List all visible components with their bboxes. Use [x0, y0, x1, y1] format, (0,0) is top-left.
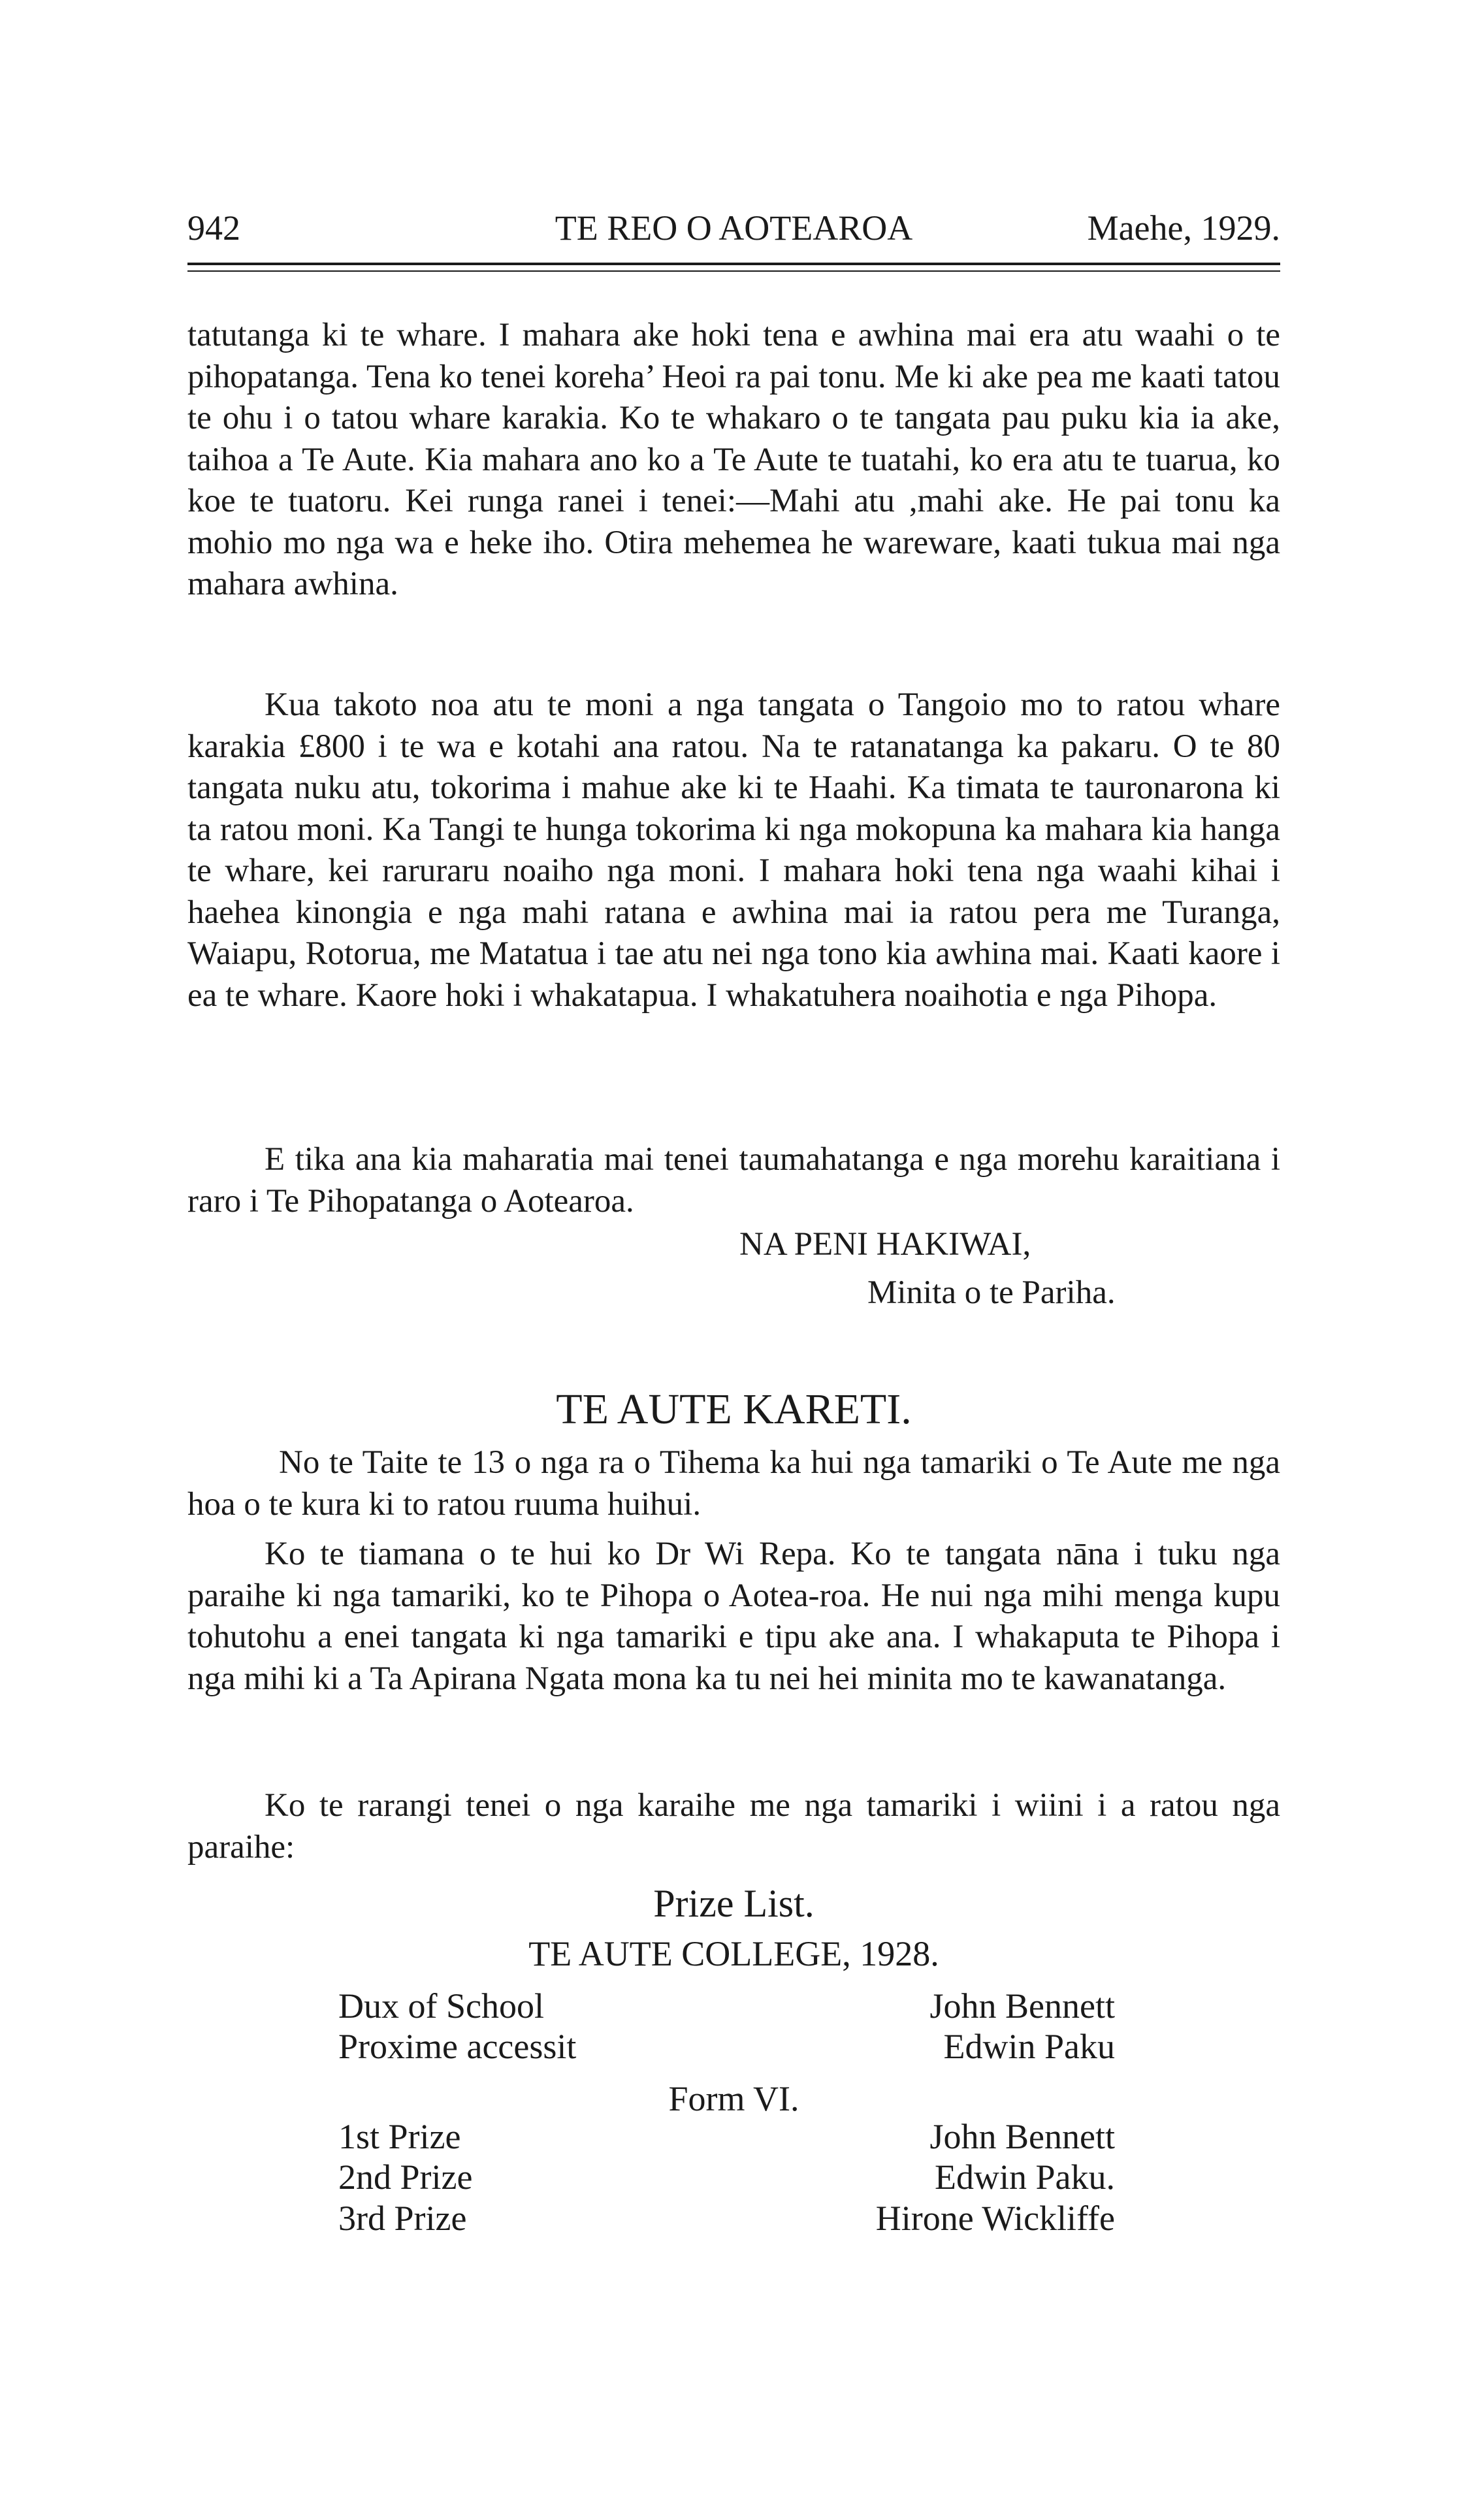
prize-winner: John Bennett — [929, 2117, 1115, 2156]
signature-name: NA PENI HAKIWAI, — [739, 1226, 1031, 1263]
journal-title: TE REO O AOTEAROA — [555, 208, 913, 248]
prize-winner: Edwin Paku — [943, 2027, 1115, 2066]
prize-winner: John Bennett — [929, 1986, 1115, 2026]
form-heading: Form VI. — [668, 2079, 799, 2118]
paragraph-4: No te Taite te 13 o nga ra o Tihema ka hui nga tamariki o Te Aute me nga hoa o te kura ki to ratou ruuma huihui. — [187, 1444, 1280, 1523]
header-rule-thin — [187, 270, 1280, 272]
paragraph-6: Ko te rarangi tenei o nga karaihe me nga tamariki i wiini i a ratou nga paraihe: — [187, 1787, 1280, 1866]
header-rule-thick — [187, 263, 1280, 265]
prize-label: 1st Prize — [338, 2117, 461, 2156]
college-heading: TE AUTE COLLEGE, 1928. — [528, 1934, 939, 1973]
paragraph-1: tatutanga ki te whare. I mahara ake hoki tena e awhina mai era atu waahi o te pihopatanga. Tena ko tenei koreha’ Heoi ra pai tonu. Me ki ake pea me kaati tatou te ohu i o tatou whare karakia. Ko te whakaro o te tangata pau puku kia ia ake, taihoa a Te Aute. Kia mahara ano ko a Te Aute te tuatahi, ko era atu te tuarua, ko koe te tuatoru. Kei runga ranei i tenei:—Mahi atu ,mahi ake. He pai tonu ka mohio mo nga wa e heke iho. Otira mehemea he wareware, kaati tukua mai nga mahara awhina. — [187, 317, 1280, 602]
paragraph-3: E tika ana kia maharatia mai tenei taumahatanga e nga morehu karaitiana i raro i Te Pihopatanga o Aotearoa. — [187, 1141, 1280, 1220]
prize-label: Proxime accessit — [338, 2027, 577, 2066]
paragraph-5: Ko te tiamana o te hui ko Dr Wi Repa. Ko te tangata nāna i tuku nga paraihe ki nga tamariki, ko te Pihopa o Aotea-roa. He nui nga mihi menga kupu tohutohu a enei tangata ki nga tamariki e tipu ake ana. I whakaputa te Pihopa i nga mihi ki a Ta Apirana Ngata mona ka tu nei hei minita mo te kawanatanga. — [187, 1536, 1280, 1697]
paragraph-2: Kua takoto noa atu te moni a nga tangata o Tangoio mo to ratou whare karakia £800 i te wa e kotahi ana ratou. Na te ratanatanga ka pakaru. O te 80 tangata nuku atu, tokorima i mahue ake ki te Haahi. Ka timata te tauronarona ki ta ratou moni. Ka Tangi te hunga tokorima ki nga mokopuna ka mahara kia hanga te whare, kei raruraru noaiho nga moni. I mahara hoki tena nga waahi kihai i haehea kinongia e nga mahi ratana e awhina mai ia ratou pera me Turanga, Waiapu, Rotorua, me Matatua i tae atu nei nga tono kia awhina mai. Kaati kaore i ea te whare. Kaore hoki i whakatapua. I whakatuhera noaihotia e nga Pihopa. — [187, 687, 1280, 1014]
prize-list-title: Prize List. — [653, 1882, 815, 1925]
prize-label: 3rd Prize — [338, 2199, 467, 2238]
running-header — [187, 208, 1280, 260]
issue-date: Maehe, 1929. — [1087, 208, 1280, 248]
section-heading: TE AUTE KARETI. — [556, 1385, 912, 1433]
prize-winner: Edwin Paku. — [935, 2158, 1115, 2197]
prize-label: 2nd Prize — [338, 2158, 473, 2197]
page-number: 942 — [187, 208, 240, 248]
prize-winner: Hirone Wickliffe — [875, 2199, 1115, 2238]
prize-label: Dux of School — [338, 1986, 544, 2026]
signature-title: Minita o te Pariha. — [867, 1274, 1116, 1311]
